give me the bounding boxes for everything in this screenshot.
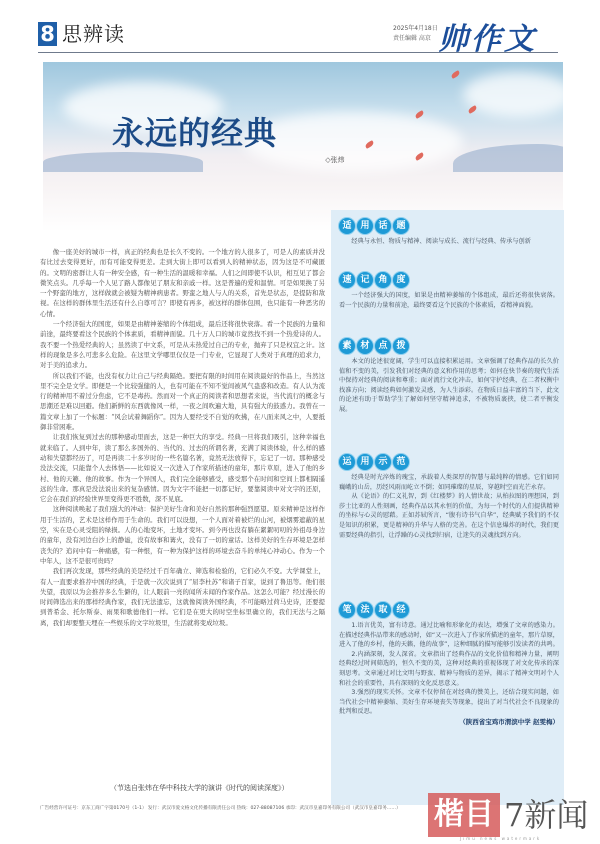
sidebar-paragraph: 1.语言优美，富有诗意。通过比喻和形象化的表达，增强了文章的感染力。在描述经典作品带来的感动时，如“又一次进入了作家所描述的童年，那片草原，进入了他的乡村，他的天籁，他的故事”，这种细腻的描写能够引发读者的共鸣。 (339, 622, 559, 649)
article-paragraph: 一个经济强大的国度，如果是由精神萎缩的个体组成，最后还将很快衰落。看一个民族的力量和前途，最终要看这个民族的个体素质，看精神面貌。几十万人口的城市竟然找不到一个热爱诗的人。我不要一个热爱经典的人；虽然读了中文系，可是从未热爱过自己的专业，抛弃了只是权宜之计。这样的现象是多么可悲多么危险。在这里文学哪里仅仅是一门专业，它显现了人类对于真理的追求力，对于美的追求力。 (40, 320, 325, 370)
sidebar-paragraph: 一个经济强大的国度，如果是由精神萎缩的个体组成，最后还将很快衰落。看一个民族的力量和前途，最终要看这个民族的个体素质，看精神面貌。 (339, 292, 559, 309)
sidebar-paragraph: 经典与永恒、物质与精神、阅读与成长、流行与经典、传承与创新 (351, 238, 531, 245)
sidebar-paragraph: 2.内涵深刻，发人深省。文章指出了经典作品的文化价值和精神力量，阐明经典经过时间筛选的，恒久不变的美，这种对经典的重视体现了对文化传承的深刻思考。文章通过对比文明与野蛮、精神与物质的差异，揭示了精神文明对个人和社会的重要性，具有深刻的文化反思意义。 (339, 650, 559, 687)
section-title: 思辨读 (62, 22, 125, 46)
heading-circle: 话 (375, 218, 391, 234)
watermark-logo-text: 7新闻 (504, 796, 589, 834)
page-header (38, 18, 558, 57)
article-paragraph: 这种阅读唤起了我们强大的冲动：保护美好生命和美好自然的那种强烈愿望。原来精神是这样作用于生活的，艺术是这样作用于生命的。我们可以设想，一个人面对着被烂的山河，被烟雾遮蔽的星空，实在是心灵受阻的绿损。人的心地变坏，土地才变坏。到今再也没有躺在絮絮叨叨的外祖母身边的童年，没有河边白沙上的静谧，没有故事和篝火，没有了一切的童话。这样美好的生存环境是怎样丧失的？追问中有一种痛感，有一种恨，有一种为保护这样的环境去奋斗的单纯心冲动心。作为一个中年人，这不是很可贵吗？ (40, 505, 325, 565)
sidebar-paragraph: 3.强烈的现实关怀。文章不仅停留在对经典的赞美上，还结合现实问题，如当代社会中精神萎缩、美好生存环境丧失等现象，提出了对当代社会不良现象的批判和反思。 (339, 689, 559, 716)
page-number-badge: 8 (38, 22, 57, 46)
section-heading (339, 338, 559, 354)
petal-decoration (450, 70, 460, 79)
section-heading (339, 454, 559, 470)
heading-circle: 题 (393, 218, 409, 234)
issue-meta (393, 24, 438, 44)
sidebar-signature: （陕西省宝鸡市渭滨中学 赵雯梅） (459, 717, 559, 726)
watermark-subtext: Jimu news watermark (460, 836, 542, 841)
section-heading (339, 218, 559, 234)
watermark-logo-box: 楷目 (428, 793, 500, 837)
sidebar-section-quick-notes (339, 272, 559, 310)
article-author: ◇张炜 (325, 156, 345, 164)
heading-circle: 法 (357, 602, 373, 618)
page-footer: 广告经营许可证号：京东工商广字第0170号（1-1） 发行：武汉市爱文格文化传播有限责任公司 热线：027-88087106 承印：武汉市皇嘉印务有限公司（武汉市皇嘉印务……） (40, 806, 401, 811)
article-body (40, 247, 325, 628)
article-paragraph: 让我们恢复到过去的那种感动里面去，这是一种巨大的享受。经典一旦将我们吸引，这种幸福也就来临了。人到中年，读了那么多国外的、当代的、过去的所谓名著，充满了阅读体验，什么样的感动和失望都经历了，可是再读二十多岁时的一些名篇名著，竟然无法放得下，忘记了一切。那种感受没法交流，只能靠个人去体悟——比如说又一次进入了作家所描述的童年，那片草原，进入了他的乡村、他的天籁、他的故事。作为一个异国人，我们完全能够感受，感受那个在时间和空间上都相隔遥远的生命。那真是没法说出来的复杂感情。因为文字不能把一切都记好，要靠阅读中对文字的还原，它会在我们的经验世界里变得更不胜数，深不见底。 (40, 433, 325, 504)
heading-circle: 角 (375, 272, 391, 288)
sidebar-section-usage-example (339, 454, 559, 540)
section-heading (339, 602, 559, 618)
article-paragraph: 我们再次发现，那些经典的美是经过千百年确立、筛选和检验的，它们必久不变。大学课堂上，有人一直要求推荐中国的经典，于是就一次次说到了“屈李杜苏”和诸子百家，说到了鲁迅等。他们很失望，我原以为会推荐多么生僻的，让人眼前一亮的闻所未闻的作家作品。这怎么可能？经过漫长的时间筛选出来的那样经典作家，我们无法遗忘，这就像阅读外国经典，不可能略过荷马史诗，还要提到普希金、托尔斯泰、雨果和歌德他们一样。它们是在更大的时空坐标里确立的，我们无法与之隔离，我们却要整天埋在一些娱乐的文字垃圾里，生活就将变成垃圾。 (40, 567, 325, 627)
heading-circle: 经 (393, 602, 409, 618)
sidebar-paragraph: 从《论语》的仁义礼智，到《红楼梦》的人情世故；从柏拉图的理想国，到莎士比亚的人性刻画，经典作品以其永恒的价值，为每一个时代的人们提供精神的坐标与心灵的慰藉。正如苏轼所言，“腹有诗书气自华”，经典赋予我们的不仅是知识的积累，更是精神的升华与人格的完善。在这个信息爆炸的时代，我们更需要经典的指引，让浮躁的心灵找到归宿，让迷失的灵魂找到方向。 (339, 493, 559, 539)
heading-circle: 材 (357, 338, 373, 354)
heading-circle: 拨 (393, 338, 409, 354)
editor-credit: 责任编辑 高京 (393, 35, 431, 42)
heading-circle: 度 (393, 272, 409, 288)
sidebar-section-topics (339, 218, 559, 247)
heading-circle: 用 (357, 218, 373, 234)
heading-circle: 用 (357, 454, 373, 470)
heading-circle: 运 (339, 454, 355, 470)
heading-circle: 适 (339, 218, 355, 234)
analysis-sidebar (331, 210, 564, 805)
sidebar-paragraph: 本文的论述很宽阔，学生可以直接积累运用。文章强调了经典作品的长久价值和不变的美，引发我们对经典的意义和作用的思考；如何在快节奏的现代生活中保持对经典的阅读和尊重；面对流行文化冲击，如何守护经典，在二者权衡中找准方向；阅读经典如何激发灵感，为人生添彩。在物质日益丰富的当下，此文的论述有助于帮助学生了解如何坚守精神追求，不被物质裹挟，使二者平衡发展。 (339, 358, 559, 413)
news-watermark (428, 793, 588, 837)
heading-circle: 范 (393, 454, 409, 470)
heading-circle: 点 (375, 338, 391, 354)
sidebar-section-writing-techniques (339, 602, 559, 726)
heading-circle: 笔 (339, 602, 355, 618)
heading-circle: 素 (339, 338, 355, 354)
heading-circle: 示 (375, 454, 391, 470)
article-source: （节选自张炜在华中科技大学的演讲《时代的阅读深度》） (110, 784, 289, 792)
article-paragraph: 像一座美好的城市一样，真正的经典也是长久不变的。一个地方的人很多了，可是人的素质并没有比过去变得更好，而有可能变得更差。走到大街上即可以看到人的精神状态，因为这是不可藏匿的。文明的密群让人有一种安全感，有一种生活的温暖和幸福。人们之间即使不认识，相互见了都会微笑点头。几乎每一个人见了路人都像见了朋友和亲戚一样。这是普遍的爱和温情。可是如果换了另一个野蛮的地方，这样做就会被疑为精神病患者。野蛮之地人与人的关系，首先是状态，是提防和敌视。在这样的群体里生活还有什么自尊可言？即使有再多，被这样的群体包围，也只能有一种恶劣的心情。 (40, 248, 325, 318)
article-title: 永远的经典 (112, 114, 278, 152)
section-heading (339, 272, 559, 288)
brand-logo: 帅作文 (438, 22, 537, 57)
sidebar-paragraph: 经典是时光淬炼的瑰宝，承载着人类深厚的智慧与最纯粹的情感。它们如同巍峨的山岳，历经风雨而屹立不倒；如同璀璨的星辰，穿越时空而光芒永存。 (339, 474, 559, 491)
article-paragraph: 所以我们不能，也没有权力让自己与经典隔绝。要把有限的时间用在阅读最好的作品上，当然这里不完全是文学。即便是一个比较强健的人，也有可能在不知不觉间被风气蛊惑和改造。有人认为流行的精神用不着过分焦虑，它不是毒药。然而对一个真正的阅读者和思想者来说，当代流行的概念与思潮还是难以回避。他们新鲜的东西就像风一样，一夜之间吹遍大地，具有强大的鼓惑力。我曾在一篇文章上加了一个标题：“风会试着舞蹈你”。因为人要经受不自觉的吹拂，在八面来风之中，人要抵御非常困难。 (40, 371, 325, 432)
heading-circle: 取 (375, 602, 391, 618)
sidebar-section-material-tips (339, 338, 559, 415)
cloud-decoration (463, 72, 563, 117)
heading-circle: 速 (339, 272, 355, 288)
heading-circle: 记 (357, 272, 373, 288)
issue-date: 2025年4月18日 (393, 25, 438, 32)
